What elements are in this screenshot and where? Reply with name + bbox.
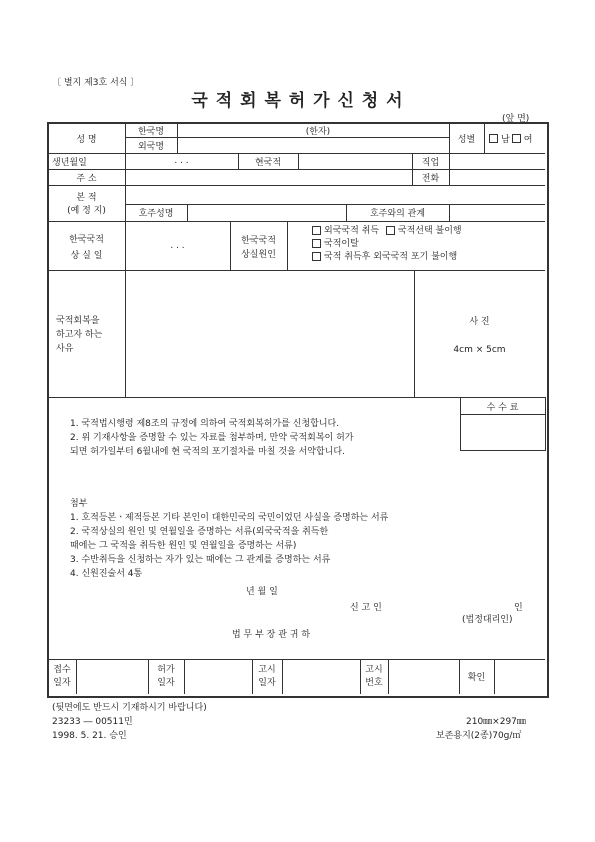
footer-paper: 보존용지(2종)70g/㎡ <box>436 731 522 741</box>
notice-date-label-2: 일자 <box>258 678 276 688</box>
dob-field[interactable]: . . . <box>174 156 189 166</box>
receipt-date-field[interactable] <box>77 660 147 693</box>
loss-date-label: 한국국적 <box>69 235 104 245</box>
foreign-name-label: 외국명 <box>137 141 165 152</box>
phone-label: 전화 <box>421 173 440 184</box>
cause-renounce-checkbox[interactable] <box>312 239 321 248</box>
cause-selection-label: 국적선택 불이행 <box>397 226 462 236</box>
form-code: 〔 별지 제3호 서식 〕 <box>52 78 140 88</box>
addressee: 법 무 부 장 관 귀 하 <box>232 630 311 640</box>
sex-label: 성별 <box>457 134 476 145</box>
permit-date-field[interactable] <box>185 660 251 693</box>
domicile-label: 본 적 <box>76 193 97 203</box>
current-nationality-field[interactable] <box>299 154 411 168</box>
cause-renounce-label: 국적이탈 <box>324 239 359 249</box>
attachments-title: 첨부 <box>70 499 88 509</box>
legal-rep-label: (법정대리인) <box>462 615 513 625</box>
attachment-3: 3. 수반취득을 신청하는 자가 있는 때에는 그 관계를 증명하는 서류 <box>70 555 331 565</box>
permit-date-label: 허가 <box>157 665 175 675</box>
notice-date-field[interactable] <box>283 660 359 693</box>
female-label: 여 <box>523 134 533 145</box>
fee-label: 수 수 료 <box>486 402 519 413</box>
cause-selection-checkbox[interactable] <box>386 226 395 235</box>
notice-date-label: 고시 <box>258 665 276 675</box>
side-note: (앞 면) <box>502 114 530 124</box>
loss-date-sublabel: 상 실 일 <box>70 251 103 261</box>
address-label: 주 소 <box>76 173 97 184</box>
notice-no-label-2: 번호 <box>365 678 383 688</box>
photo-size: 4cm × 5cm <box>453 345 506 355</box>
applicant-label: 신 고 인 <box>350 603 382 613</box>
date-line[interactable]: 년 월 일 <box>246 587 278 597</box>
relation-field[interactable] <box>450 205 544 220</box>
relation-label: 호주와의 관계 <box>369 209 426 219</box>
foreign-name-field[interactable] <box>178 138 448 152</box>
cause-acquire-checkbox[interactable] <box>312 226 321 235</box>
confirm-label: 확인 <box>467 673 486 683</box>
loss-date-field[interactable]: . . . <box>170 240 185 251</box>
seal-mark[interactable]: 인 <box>514 603 523 613</box>
loss-cause-label: 한국국적 <box>241 235 276 246</box>
occupation-field[interactable] <box>450 154 544 168</box>
reason-field[interactable] <box>126 271 413 396</box>
domicile-sublabel: (예 정 지) <box>67 206 106 216</box>
statement-1: 1. 국적법시행령 제8조의 규정에 의하여 국적회복허가를 신청합니다. <box>70 419 340 429</box>
footer-size: 210㎜×297㎜ <box>466 717 526 727</box>
male-label: 남 <box>501 134 510 145</box>
receipt-date-label: 접수 <box>53 665 71 675</box>
permit-date-label-2: 일자 <box>157 678 175 688</box>
cause-forfeit-label: 국적 취득후 외국국적 포기 불이행 <box>324 252 458 262</box>
household-head-field[interactable] <box>188 205 345 220</box>
page-title: 국 적 회 복 허 가 신 청 서 <box>191 90 404 111</box>
attachment-2: 2. 국적상실의 원인 및 연월일을 증명하는 서류(외국국적을 취득한 <box>70 527 329 537</box>
reason-label: 국적회복을 <box>56 316 100 326</box>
female-checkbox[interactable] <box>512 134 521 143</box>
male-checkbox[interactable] <box>489 134 498 143</box>
reason-label-line2: 하고자 하는 <box>56 330 103 340</box>
statement-2: 2. 위 기재사항을 증명할 수 있는 자료를 첨부하며, 만약 국적회복이 허가 <box>70 433 354 443</box>
receipt-date-label-2: 일자 <box>53 678 71 688</box>
korean-name-label: 한국명 <box>137 126 165 137</box>
loss-cause-sublabel: 상실원인 <box>241 249 276 260</box>
cause-acquire-label: 외국국적 취득 <box>324 226 380 236</box>
attachment-1: 1. 호적등본ㆍ제적등본 기타 본인이 대한민국의 국민이었던 사실을 증명하는 서류 <box>70 513 389 523</box>
attachment-2-cont: 때에는 그 국적을 취득한 원인 및 연월일을 증명하는 서류) <box>70 541 297 551</box>
address-field[interactable] <box>126 170 411 184</box>
domicile-field[interactable] <box>126 186 544 203</box>
hanja-label: (한자) <box>305 126 331 137</box>
attachment-4: 4. 신원진술서 4통 <box>70 569 143 579</box>
footer-note: (뒷면에도 반드시 기재하시기 바랍니다) <box>52 703 207 713</box>
current-nationality-label: 현국적 <box>254 157 282 168</box>
photo-label: 사 진 <box>469 316 490 327</box>
footer-approval: 1998. 5. 21. 승인 <box>52 731 127 741</box>
phone-field[interactable] <box>450 170 544 184</box>
occupation-label: 직업 <box>421 157 440 168</box>
footer-serial: 23233 ― 00511민 <box>52 717 133 727</box>
household-head-label: 호주성명 <box>138 209 174 219</box>
reason-label-line3: 사유 <box>56 344 74 354</box>
statement-3: 되면 허가일부터 6월내에 현 국적의 포기절차를 마칠 것을 서약합니다. <box>70 447 345 457</box>
cause-forfeit-checkbox[interactable] <box>312 252 321 261</box>
name-label: 성 명 <box>76 134 97 145</box>
confirm-field[interactable] <box>495 660 544 693</box>
notice-no-label: 고시 <box>365 665 383 675</box>
dob-label: 생년월일 <box>52 157 87 168</box>
notice-no-field[interactable] <box>389 660 458 693</box>
